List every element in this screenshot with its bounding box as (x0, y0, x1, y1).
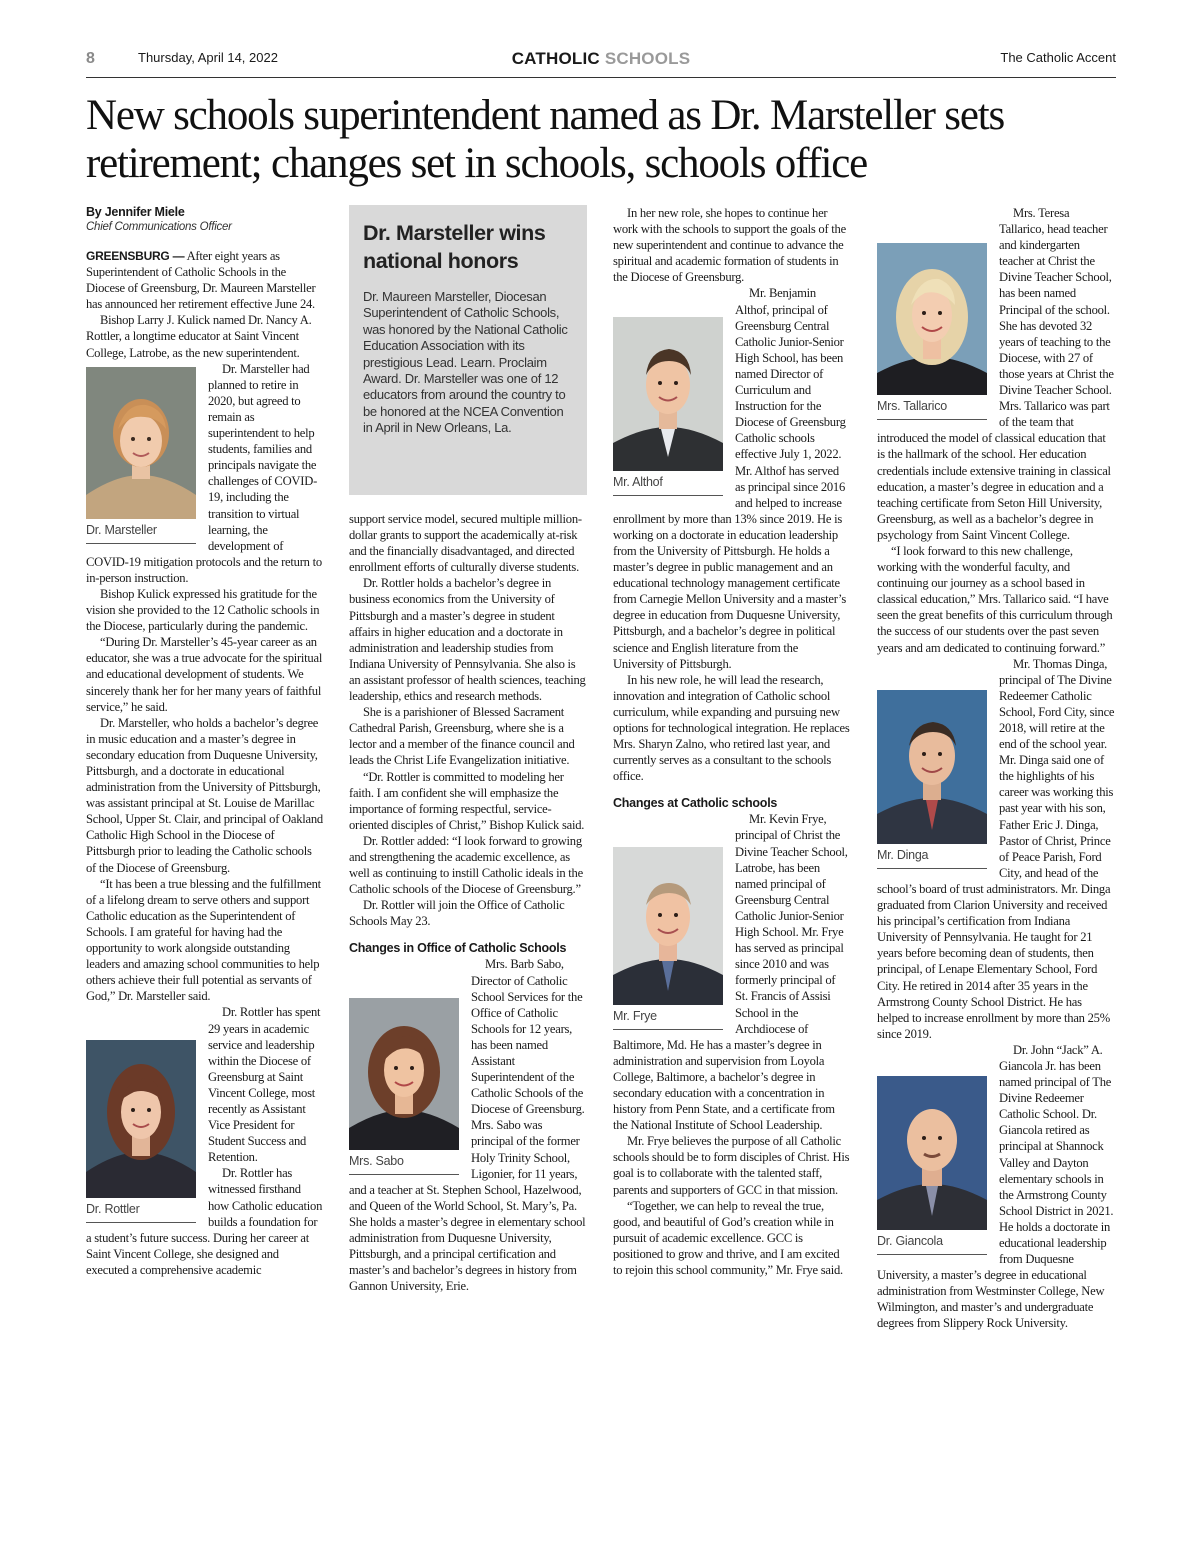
article-paragraph: Dr. Rottler has spent 29 years in academic service and leadership within the Diocese of Greensburg at Saint Vincent College, most recently as Assistant Vice President for Student Success and Retention. (208, 1005, 321, 1165)
frye-portrait (613, 847, 723, 1005)
page-number: 8 (86, 50, 95, 67)
article-paragraph: Mrs. Barb Sabo, Director of Catholic School Services for the Office of Catholic Schools for 12 years, has been named Assistant Superintendent of the Catholic Schools of the Diocese of Greensburg. Mrs. Sabo was principal of the former Holy Trinity School, Ligonier, for 11 years, and a teacher at St. Stephen School, Hazelwood, and Queen of the World School, St. Mary’s, Pa. She holds a master’s degree in elementary school administration from Duquesne University, Pittsburgh, and a principal certification and master’s and bachelor’s degrees in history from Gannon University, Erie. (349, 957, 586, 1294)
photo-caption: Dr. Giancola (877, 1230, 987, 1255)
article-paragraph: Mr. Benjamin Althof, principal of Greensburg Central Catholic Junior-Senior High School, has been named Director of Curriculum and Instruction for the Diocese of Greensburg Catholic schools effective July 1, 2022. Mr. Althof has served as principal since 2016 and helped to increase enrollment by more than 13% since 2019. He is working on a doctorate in education leadership from the University of Pittsburgh. He holds a master’s degree in public management and an educational technology management certificate from Carnegie Mellon University and a master’s degree in education from Duquesne University, Pittsburgh, and a bachelor’s degree in political science and English literature from the University of Pittsburgh. (613, 286, 847, 671)
article-paragraph: “During Dr. Marsteller’s 45-year career as an educator, she was a true advocate for the spiritual and educational development of students. We sincerely thank her for her many years of faithful service,” he said. (86, 635, 323, 714)
subhead-school-changes: Changes at Catholic schools (613, 796, 778, 811)
photo-giancola (877, 1076, 987, 1255)
article-paragraph: “Dr. Rottler is committed to modeling her faith. I am confident she will emphasize the importance of forming respectful, service-oriented disciples of Christ,” Bishop Kulick said. (349, 769, 585, 832)
article-paragraph: Dr. Rottler will join the Office of Catholic Schools May 23. (349, 898, 565, 929)
article-paragraph: “I look forward to this new challenge, working with the wonderful faculty, and continuing our journey as a school based in classical education,” Mrs. Tallarico said. “I have seen the great benefits of this curriculum through the success of our students over the past seven years and am dedicated to continuing forward.” (877, 543, 1113, 655)
sidebar-body: Dr. Maureen Marsteller, Diocesan Superintendent of Catholic Schools, was honored by the National Catholic Education Association with its prestigious Lead. Learn. Proclaim Award. Dr. Marsteller was one of 12 educators from around the country to be honored at the NCEA Convention in April in New Orleans, La. (363, 289, 568, 436)
article-paragraph: Dr. Marsteller, who holds a bachelor’s degree in music education and a master’s degree in secondary education from Duquesne University, Pittsburgh, and a doctorate in educational administration from the University of Pittsburgh, was assistant principal at St. Louise de Marillac School, Upper St. Clair, and principal of Oakland Catholic High School in the Diocese of Pittsburgh prior to leading the Catholic schools of the Diocese of Greensburg. (86, 715, 323, 875)
article-paragraph: support service model, secured multiple million-dollar grants to support the academically at-risk and the financially disadvantaged, and directed enrollment efforts of culturally diverse students. (349, 512, 582, 575)
article-paragraph: Mr. Frye believes the purpose of all Catholic schools should be to form disciples of Christ. His goal is to collaborate with the talented staff, parents and supporters of GCC in that mission. (613, 1134, 850, 1197)
photo-dinga (877, 690, 987, 869)
sidebar-title: Dr. Marsteller wins national honors (363, 221, 546, 273)
article-paragraph: Mr. Thomas Dinga, principal of The Divine Redeemer Catholic School, Ford City, since 2018, will retire at the end of the school year. Mr. Dinga said one of the highlights of his career was working this past year with his son, Father Eric J. Dinga, Pastor of Christ, Prince of Peace Parish, Ford City, and head of the school’s board of trust administrators. Mr. Dinga graduated from Clarion University and received his principal’s certification from Indiana University of Pennsylvania. He taught for 21 years before becoming dean of students, then principal, of Lenape Elementary School, Ford City. He retired in 2014 after 35 years in the Armstrong County School District. He has helped to increase enrollment by more than 25% since 2019. (877, 656, 1115, 1041)
dateline: GREENSBURG — (86, 249, 185, 263)
photo-caption: Mrs. Sabo (349, 1150, 459, 1175)
article-paragraph: “Together, we can help to reveal the true, good, and beautiful of God’s creation while in pursuit of academic excellence. GCC is positioned to grow and thrive, and I am excited to rejoin this school community,” Mr. Frye said. (613, 1198, 843, 1277)
rottler-portrait (86, 1040, 196, 1198)
dinga-portrait (877, 690, 987, 844)
article-column-4 (877, 205, 1115, 1332)
article-paragraph: Dr. Rottler has witnessed firsthand how Catholic education builds a foundation for a student’s future success. During her career at Saint Vincent College, she designed and executed a comprehensive academic (86, 1166, 323, 1277)
article-paragraph: In her new role, she hopes to continue her work with the schools to support the goals of the new superintendent and continue to advance the spiritual and academic formation of students in the Diocese of Greensburg. (613, 206, 846, 285)
page-folio (86, 48, 1116, 78)
byline-title: Chief Communications Officer (86, 221, 232, 233)
article-paragraph: Dr. Rottler added: “I look forward to growing and strengthening the academic excellence, as well as continuing to instill Catholic ideals in the Catholic schools of the Diocese of Greensburg.” (349, 833, 583, 897)
photo-caption: Mr. Althof (613, 471, 723, 496)
subhead-office-changes: Changes in Office of Catholic Schools (349, 941, 567, 956)
article-paragraph: Bishop Larry J. Kulick named Dr. Nancy A. Rottler, a longtime educator at Saint Vincent College, Latrobe, as the new superintendent. (86, 313, 312, 360)
article-paragraph: Dr. Rottler holds a bachelor’s degree in business economics from the University of Pittsburgh and a master’s degree in student affairs in higher education and a doctorate in administration and leadership studies from Indiana University of Pennsylvania. She also is an assistant professor of health sciences, teaching leadership, ethics and research methods. (349, 576, 586, 704)
article-paragraph: “It has been a true blessing and the fulfillment of a lifelong dream to serve others and support Catholic education as the Superintendent of Schools. I am grateful for having had the opportunity to work alongside outstanding leaders and amazing school communities to help others achieve their full potential as servants of God,” Dr. Marsteller said. (86, 876, 321, 1004)
article-column-1 (86, 205, 324, 1278)
photo-caption: Dr. Marsteller (86, 519, 196, 544)
photo-althof (613, 317, 723, 496)
headline: New schools superintendent named as Dr. Marsteller sets retirement; changes set in schools, schools office (86, 92, 1004, 187)
article-paragraph: Mrs. Teresa Tallarico, head teacher and kindergarten teacher at Christ the Divine Teacher School, has been named Principal of the school. She has devoted 32 years of teaching to the Diocese, with 27 of those years at Christ the Divine Teacher School. Mrs. Tallarico was part of the team that introduced the model of classical education that is the hallmark of the school. Her education credentials include extensive training in classical education, a master’s degree in education and a teaching certificate from Seton Hill University, Greensburg, as well as a bachelor’s degree in psychology from Saint Vincent College. (877, 206, 1114, 542)
article-paragraph: In his new role, he will lead the research, innovation and integration of Catholic school curriculum, while expanding and pursuing new options for technological integration. He replaces Mrs. Sharyn Zalno, who retired last year, and currently serves as a consultant to the schools office. (613, 672, 850, 784)
photo-rottler (86, 1040, 196, 1223)
photo-caption: Dr. Rottler (86, 1198, 196, 1223)
photo-sabo (349, 998, 459, 1175)
article-paragraph: Mr. Kevin Frye, principal of Christ the Divine Teacher School, Latrobe, has been named principal of Greensburg Central Catholic Junior-Senior High School. Mr. Frye has served as principal since 2010 and was formerly principal of St. Francis of Assisi School in the Archdiocese of Baltimore, Md. He has a master’s degree in administration and supervision from Loyola College, Baltimore, a bachelor’s degree in secondary education with a concentration in history from Penn State, and a certificate from the National Institute of School Leadership. (613, 812, 848, 1133)
photo-marsteller (86, 367, 196, 544)
article-paragraph: GREENSBURG — After eight years as Superintendent of Catholic Schools in the Diocese of Greensburg, Dr. Maureen Marsteller has announced her retirement effective June 24. (86, 249, 316, 312)
issue-date: Thursday, April 14, 2022 (138, 50, 278, 65)
althof-portrait (613, 317, 723, 471)
photo-caption: Mr. Dinga (877, 844, 987, 869)
byline-author: By Jennifer Miele (86, 205, 185, 219)
sabo-portrait (349, 998, 459, 1150)
giancola-portrait (877, 1076, 987, 1230)
article-paragraph: She is a parishioner of Blessed Sacrament Cathedral Parish, Greensburg, where she is a lector and a member of the finance council and leads the Christ Life Evangelization initiative. (349, 705, 575, 768)
section-title (86, 49, 1116, 69)
photo-tallarico (877, 243, 987, 420)
publication-name: The Catholic Accent (1000, 50, 1116, 65)
photo-caption: Mr. Frye (613, 1005, 723, 1030)
photo-frye (613, 847, 723, 1030)
section-title-part1: CATHOLIC (511, 49, 600, 68)
article-column-3 (613, 205, 851, 1278)
section-title-part2: SCHOOLS (604, 49, 691, 68)
article-paragraph: Dr. John “Jack” A. Giancola Jr. has been named principal of The Divine Redeemer Catholic School. Dr. Giancola retired as principal at Shannock Valley and Dayton elementary schools in the Armstrong County School District in 2021. He holds a doctorate in educational leadership from Duquesne University, a master’s degree in educational administration from Westminster College, New Wilmington, and master’s and undergraduate degrees from Slippery Rock University. (877, 1042, 1114, 1331)
marsteller-portrait (86, 367, 196, 519)
article-column-2 (349, 205, 587, 1294)
photo-caption: Mrs. Tallarico (877, 395, 987, 420)
article-paragraph: Bishop Kulick expressed his gratitude for the vision she provided to the 12 Catholic schools in the Diocese, particularly during the pandemic. (86, 586, 320, 634)
tallarico-portrait (877, 243, 987, 395)
sidebar-box (349, 205, 587, 495)
article-paragraph: Dr. Marsteller had planned to retire in 2020, but agreed to remain as superintendent to help students, families and principals navigate the challenges of COVID-19, including the transition to virtual learning, the development of COVID-19 mitigation protocols and the return to in-person instruction. (86, 361, 322, 585)
